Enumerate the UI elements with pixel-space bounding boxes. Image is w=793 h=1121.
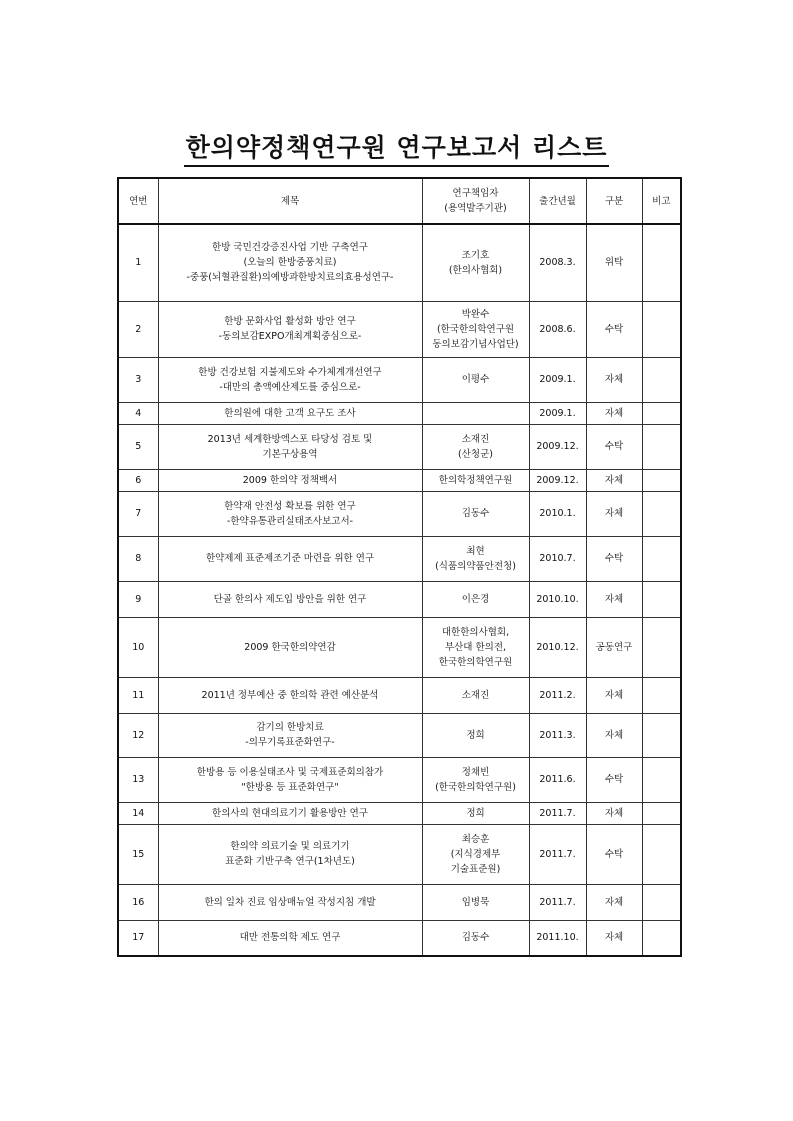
cell-title: 한의약 의료기술 및 의료기기 표준화 기반구축 연구(1차년도): [158, 824, 422, 884]
cell-author: 이은경: [422, 581, 529, 617]
cell-title: 대만 전통의학 제도 연구: [158, 920, 422, 956]
table-row: [118, 424, 681, 469]
cell-author: 정채빈 (한국한의학연구원): [422, 757, 529, 802]
cell-note: [642, 424, 681, 469]
cell-no: 3: [118, 357, 158, 402]
cell-date: 2009.12.: [529, 424, 586, 469]
cell-note: [642, 802, 681, 824]
cell-no: 8: [118, 536, 158, 581]
table-row: [118, 802, 681, 824]
cell-title: 2011년 정부예산 중 한의학 관련 예산분석: [158, 677, 422, 713]
cell-note: [642, 713, 681, 757]
header-author: 연구책임자 (용역발주기관): [422, 178, 529, 224]
cell-date: 2011.7.: [529, 802, 586, 824]
cell-no: 7: [118, 491, 158, 536]
header-no: 연번: [118, 178, 158, 224]
cell-no: 12: [118, 713, 158, 757]
table-row: [118, 301, 681, 357]
cell-note: [642, 469, 681, 491]
header-note: 비고: [642, 178, 681, 224]
table-row: [118, 491, 681, 536]
cell-type: 공동연구: [586, 617, 642, 677]
table-row: [118, 402, 681, 424]
cell-author: 임병묵: [422, 884, 529, 920]
cell-note: [642, 581, 681, 617]
table-header-row: [118, 178, 681, 224]
cell-title: 한방 문화사업 활성화 방안 연구 -동의보감EXPO개최계획중심으로-: [158, 301, 422, 357]
cell-date: 2008.6.: [529, 301, 586, 357]
table-row: [118, 536, 681, 581]
cell-title: 2009 한의약 정책백서: [158, 469, 422, 491]
cell-date: 2009.1.: [529, 402, 586, 424]
table-row: [118, 757, 681, 802]
cell-no: 17: [118, 920, 158, 956]
cell-author: [422, 402, 529, 424]
cell-no: 6: [118, 469, 158, 491]
cell-type: 자체: [586, 469, 642, 491]
cell-author: 이평수: [422, 357, 529, 402]
cell-date: 2011.10.: [529, 920, 586, 956]
cell-no: 10: [118, 617, 158, 677]
cell-type: 자체: [586, 920, 642, 956]
cell-date: 2011.7.: [529, 824, 586, 884]
cell-title: 2009 한국한의약연감: [158, 617, 422, 677]
cell-type: 자체: [586, 713, 642, 757]
report-table: [117, 177, 682, 957]
table-row: [118, 713, 681, 757]
cell-no: 2: [118, 301, 158, 357]
cell-author: 소재진 (산청군): [422, 424, 529, 469]
cell-no: 11: [118, 677, 158, 713]
header-type: 구분: [586, 178, 642, 224]
table-row: [118, 581, 681, 617]
cell-type: 위탁: [586, 224, 642, 301]
cell-no: 9: [118, 581, 158, 617]
cell-note: [642, 884, 681, 920]
cell-date: 2011.3.: [529, 713, 586, 757]
cell-author: 최승훈 (지식경제부 기술표준원): [422, 824, 529, 884]
table-row: [118, 677, 681, 713]
cell-author: 소재진: [422, 677, 529, 713]
cell-note: [642, 536, 681, 581]
document-title: 한의약정책연구원 연구보고서 리스트: [184, 133, 610, 167]
cell-date: 2009.1.: [529, 357, 586, 402]
cell-title: 한방 건강보험 지불제도와 수가체계개선연구 -대만의 총액예산제도를 중심으로-: [158, 357, 422, 402]
cell-note: [642, 920, 681, 956]
table-row: [118, 884, 681, 920]
cell-type: 자체: [586, 357, 642, 402]
cell-author: 조기호 (한의사협회): [422, 224, 529, 301]
cell-date: 2011.7.: [529, 884, 586, 920]
cell-no: 13: [118, 757, 158, 802]
cell-note: [642, 357, 681, 402]
cell-date: 2010.10.: [529, 581, 586, 617]
header-date: 출간년월: [529, 178, 586, 224]
cell-no: 15: [118, 824, 158, 884]
cell-type: 자체: [586, 884, 642, 920]
cell-note: [642, 824, 681, 884]
cell-date: 2010.7.: [529, 536, 586, 581]
cell-type: 수탁: [586, 824, 642, 884]
cell-no: 5: [118, 424, 158, 469]
cell-type: 자체: [586, 581, 642, 617]
cell-title: 한의원에 대한 고객 요구도 조사: [158, 402, 422, 424]
table-body: [118, 224, 681, 956]
cell-title: 감기의 한방치료 -의무기록표준화연구-: [158, 713, 422, 757]
cell-note: [642, 491, 681, 536]
cell-title: 한의사의 현대의료기기 활용방안 연구: [158, 802, 422, 824]
cell-type: 자체: [586, 802, 642, 824]
cell-title: 한방용 등 이용실태조사 및 국제표준회의참가 "한방용 등 표준화연구": [158, 757, 422, 802]
cell-note: [642, 677, 681, 713]
document-title-wrap: [0, 128, 793, 164]
cell-date: 2010.12.: [529, 617, 586, 677]
table-row: [118, 920, 681, 956]
table-row: [118, 469, 681, 491]
table-row: [118, 224, 681, 301]
cell-note: [642, 402, 681, 424]
cell-note: [642, 757, 681, 802]
cell-title: 한의 일차 진료 임상매뉴얼 작성지침 개발: [158, 884, 422, 920]
cell-note: [642, 301, 681, 357]
table-row: [118, 824, 681, 884]
cell-no: 1: [118, 224, 158, 301]
cell-type: 자체: [586, 677, 642, 713]
cell-title: 한방 국민건강증진사업 기반 구축연구 (오늘의 한방중풍치료) -중풍(뇌혈관질환)의예방과한방치료의효용성연구-: [158, 224, 422, 301]
cell-no: 4: [118, 402, 158, 424]
cell-author: 정희: [422, 713, 529, 757]
table-row: [118, 357, 681, 402]
cell-date: 2011.2.: [529, 677, 586, 713]
cell-type: 자체: [586, 491, 642, 536]
cell-author: 한의학정책연구원: [422, 469, 529, 491]
cell-title: 한약제제 표준제조기준 마련을 위한 연구: [158, 536, 422, 581]
cell-note: [642, 224, 681, 301]
cell-author: 최현 (식품의약품안전청): [422, 536, 529, 581]
cell-author: 김동수: [422, 491, 529, 536]
cell-date: 2011.6.: [529, 757, 586, 802]
cell-note: [642, 617, 681, 677]
cell-no: 16: [118, 884, 158, 920]
cell-type: 수탁: [586, 757, 642, 802]
cell-title: 단골 한의사 제도입 방안을 위한 연구: [158, 581, 422, 617]
cell-author: 정희: [422, 802, 529, 824]
cell-type: 수탁: [586, 424, 642, 469]
cell-date: 2010.1.: [529, 491, 586, 536]
cell-author: 대한한의사협회, 부산대 한의전, 한국한의학연구원: [422, 617, 529, 677]
cell-title: 2013년 세계한방엑스포 타당성 검토 및 기본구상용역: [158, 424, 422, 469]
cell-date: 2009.12.: [529, 469, 586, 491]
cell-no: 14: [118, 802, 158, 824]
cell-type: 수탁: [586, 536, 642, 581]
cell-author: 박완수 (한국한의학연구원 동의보감기념사업단): [422, 301, 529, 357]
cell-author: 김동수: [422, 920, 529, 956]
cell-type: 수탁: [586, 301, 642, 357]
cell-date: 2008.3.: [529, 224, 586, 301]
table-row: [118, 617, 681, 677]
cell-type: 자체: [586, 402, 642, 424]
cell-title: 한약재 안전성 확보를 위한 연구 -한약유통관리실태조사보고서-: [158, 491, 422, 536]
header-title: 제목: [158, 178, 422, 224]
